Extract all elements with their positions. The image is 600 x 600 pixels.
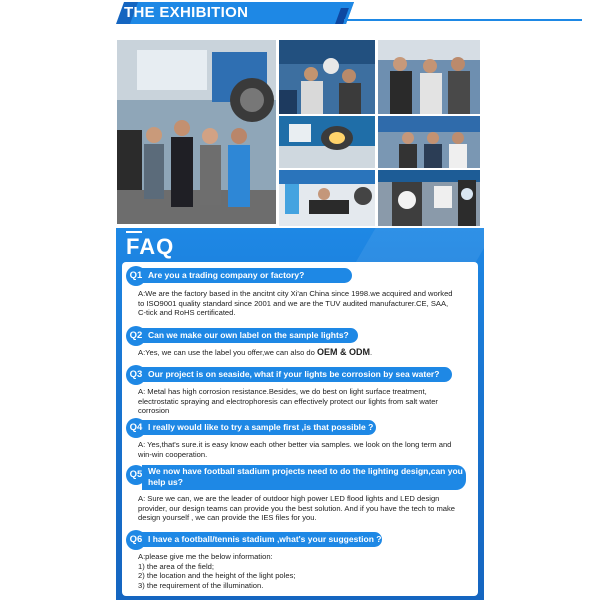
answer-highlight: OEM & ODM [317,347,370,357]
faq-item-q5 [126,463,474,489]
faq-question: I have a football/tennis stadium ,what's your suggestion ? [142,532,382,547]
faq-answer-q5 [138,494,474,523]
question-badge: Q5 [126,465,146,485]
answer-line: design yourself , we can provide the IES files for you. [138,513,317,523]
exhibition-photo-booth [279,170,375,226]
answer-line: A: Yes,that's sure.it is easy know each other better via samples. we look on the long term and [138,440,452,449]
answer-line: A: Sure we can, we are the leader of outdoor high power LED flood lights and LED design [138,494,440,503]
exhibition-photo-lights [279,116,375,168]
faq-answer-q1 [138,289,474,318]
exhibition-photo-visitors [279,40,375,114]
answer-line: provider, our design teams can provide you the best solution. And if you have the tech to make [138,503,456,513]
answer-line: 1) the area of the field; [138,561,214,571]
exhibition-header [116,0,482,26]
faq-card [122,262,478,596]
faq-question: We now have football stadium projects need to do the lighting design,can you help us? [142,465,466,490]
faq-title-rule [126,231,142,233]
faq-panel [116,228,484,600]
answer-line: A:We are the factory based in the ancitnt city Xi'an China since 1998.we acquired and worked [138,289,453,298]
answer-line: win-win cooperation. [138,449,208,459]
answer-line: 3) the requirement of the illumination. [138,580,264,590]
faq-question: I really would like to try a sample first ,is that possible ? [142,420,376,435]
faq-item-q6 [126,530,474,550]
question-badge: Q2 [126,326,146,346]
answer-line: to ISO9001 quality standard since 2001 and we are the TUV audited manufacturer.CE, SAA, [138,298,449,308]
exhibition-photo-products [378,170,480,226]
exhibition-title: THE EXHIBITION [124,4,249,21]
faq-question: Are you a trading company or factory? [142,268,352,283]
answer-text: . [370,348,373,357]
answer-line: A: Metal has high corrosion resistance.Besides, we do best on light surface treatment, [138,387,427,396]
faq-answer-q4 [138,440,474,459]
question-badge: Q3 [126,365,146,385]
exhibition-photo-discussion [378,40,480,114]
header-rule [344,19,582,21]
faq-question: Can we make our own label on the sample lights? [142,328,358,343]
answer-line: corrosion [138,406,170,416]
answer-line: A:please give me the below information: [138,552,273,561]
question-badge: Q6 [126,530,146,550]
answer-line: C-tick and RoHS certificated. [138,308,236,318]
faq-answer-q2 [138,348,474,358]
answer-line: 2) the location and the height of the light poles; [138,571,296,581]
faq-item-q3 [126,365,474,385]
exhibition-photo-team [117,40,276,224]
faq-title: FAQ [126,234,175,259]
faq-question: Our project is on seaside, what if your lights be corrosion by sea water? [142,367,452,382]
answer-text: A:Yes, we can use the label you offer,we can also do [138,348,317,357]
faq-item-q2 [126,326,474,346]
exhibition-photo-group [378,116,480,168]
faq-answer-q6 [138,552,474,590]
faq-item-q4 [126,418,474,438]
answer-line: electrostatic spraying and electrophoresis can effectively protect our lights from salt water [138,396,438,406]
faq-item-q1 [126,266,474,286]
question-badge: Q4 [126,418,146,438]
faq-answer-q3 [138,387,474,416]
question-badge: Q1 [126,266,146,286]
